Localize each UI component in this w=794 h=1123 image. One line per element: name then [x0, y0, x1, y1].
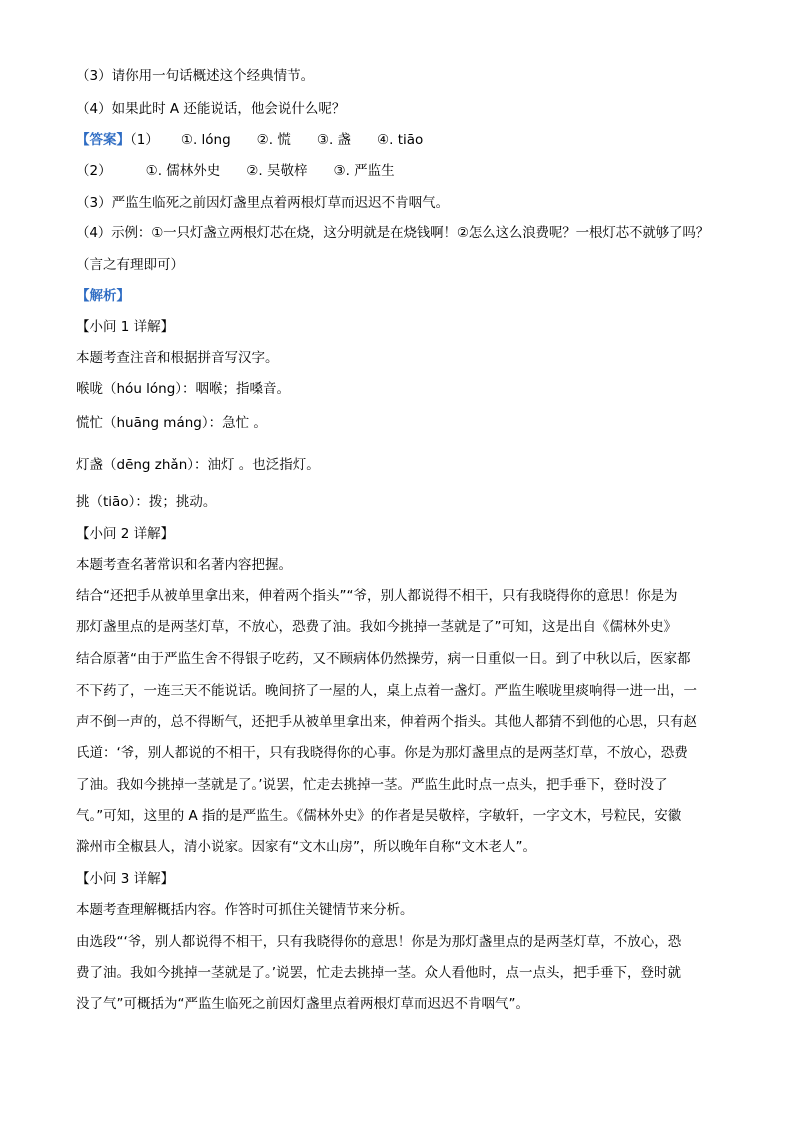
question-3: （3）请你用一句话概述这个经典情节。 [76, 68, 315, 84]
question-4: （4）如果此时 A 还能说话，他会说什么呢？ [76, 101, 346, 117]
answer-2-prefix: （2） [76, 163, 112, 179]
section-2-paragraph-line: 滁州市全椒县人，清小说家。因家有“文木山房”，所以晚年自称“文木老人”。 [76, 839, 536, 855]
answer-1-item: ④. tiāo [377, 132, 424, 148]
section-2-paragraph-line: 那灯盏里点的是两茎灯草，不放心，恐费了油。我如今挑掉一茎就是了”可知，这是出自《儒林外史》 [76, 619, 677, 635]
section-3-paragraph-line: 没了气”可概括为“严监生临死之前因灯盏里点着两根灯草而迟迟不肯咽气”。 [76, 996, 529, 1012]
section-3-title: 【小问 3 详解】 [76, 871, 175, 887]
answer-1-item: ③. 盏 [316, 132, 352, 148]
answer-4: （4）示例：①一只灯盏立两根灯芯在烧，这分明就是在烧钱啊！②怎么这么浪费呢？一根灯芯不就够了吗？ [76, 225, 710, 241]
section-3-intro: 本题考查理解概括内容。作答时可抓住关键情节来分析。 [76, 902, 414, 918]
answer-4-note: （言之有理即可） [76, 257, 184, 273]
answer-tag: 【答案】 [76, 132, 130, 148]
answer-1-prefix: （1） [130, 132, 159, 148]
answer-2-item: ②. 吴敬梓 [246, 163, 308, 179]
answer-1-item: ②. 慌 [256, 132, 291, 148]
answer-line-2 [76, 162, 395, 180]
word-explanation: 灯盏（dēng zhǎn）：油灯 。也泛指灯。 [76, 457, 320, 473]
answer-2-item: ①. 儒林外史 [145, 163, 221, 179]
section-2-intro: 本题考查名著常识和名著内容把握。 [76, 557, 292, 573]
section-2-paragraph-line: 不下药了，一连三天不能说话。晚间挤了一屋的人，桌上点着一盏灯。严监生喉咙里痰响得一进一出，一 [76, 683, 697, 699]
section-2-paragraph-line: 气。”可知，这里的 A 指的是严监生。《儒林外史》的作者是吴敬梓，字敏轩，一字文木，号粒民，安徽 [76, 808, 682, 824]
word-explanation: 喉咙（hóu lóng）：咽喉；指嗓音。 [76, 381, 291, 397]
answer-1-item: ①. lóng [180, 132, 231, 148]
section-2-paragraph-line: 结合原著“由于严监生舍不得银子吃药，又不顾病体仍然操劳，病一日重似一日。到了中秋以后，医家都 [76, 651, 691, 667]
answer-2-item: ③. 严监生 [333, 163, 395, 179]
section-1-intro: 本题考查注音和根据拼音写汉字。 [76, 350, 279, 366]
section-3-paragraph-line: 由选段“‘爷，别人都说得不相干，只有我晓得你的意思！你是为那灯盏里点的是两茎灯草，不放心，恐 [76, 934, 682, 950]
section-2-paragraph-line: 声不倒一声的，总不得断气，还把手从被单里拿出来，伸着两个指头。其他人都猜不到他的心思，只有赵 [76, 714, 697, 730]
section-2-paragraph-line: 了油。我如今挑掉一茎就是了。’说罢，忙走去挑掉一茎。严监生此时点一点头，把手垂下，登时没了 [76, 777, 668, 793]
section-1-title: 【小问 1 详解】 [76, 319, 175, 335]
section-2-title: 【小问 2 详解】 [76, 526, 175, 542]
section-3-paragraph-line: 费了油。我如今挑掉一茎就是了。’说罢，忙走去挑掉一茎。众人看他时，点一点头，把手垂下，登时就 [76, 965, 682, 981]
section-2-paragraph-line: 氏道：‘爷，别人都说的不相干，只有我晓得你的心事。你是为那灯盏里点的是两茎灯草，不放心，恐费 [76, 745, 688, 761]
word-explanation: 慌忙（huāng máng）：急忙 。 [76, 415, 267, 431]
section-2-paragraph-line: 结合“还把手从被单里拿出来，伸着两个指头”“爷，别人都说得不相干，只有我晓得你的意思！你是为 [76, 588, 678, 604]
analysis-tag: 【解析】 [76, 288, 130, 304]
word-explanation: 挑（tiāo）：拨；挑动。 [76, 494, 217, 510]
answer-3: （3）严监生临死之前因灯盏里点着两根灯草而迟迟不肯咽气。 [76, 195, 450, 211]
answer-line-1 [76, 131, 423, 149]
